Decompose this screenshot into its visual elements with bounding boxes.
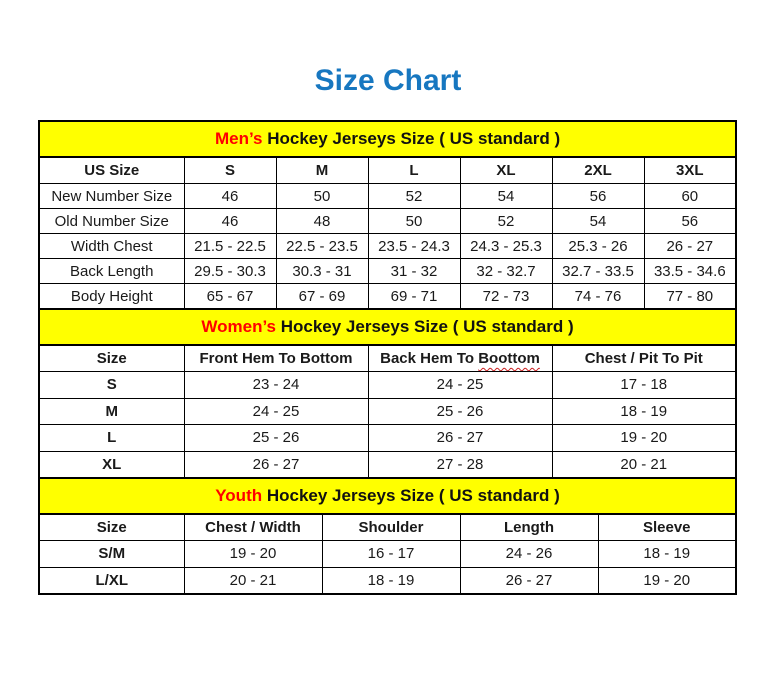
table-cell: 54 bbox=[460, 184, 552, 209]
table-cell: 26 - 27 bbox=[368, 425, 552, 452]
table-cell: 74 - 76 bbox=[552, 284, 644, 310]
table-cell: 27 - 28 bbox=[368, 451, 552, 478]
table-row bbox=[39, 451, 736, 478]
mens-header-cell: US Size bbox=[39, 157, 184, 184]
table-cell: 19 - 20 bbox=[552, 425, 736, 452]
mens-header-cell: M bbox=[276, 157, 368, 184]
table-cell: 18 - 19 bbox=[322, 567, 460, 594]
table-cell: 56 bbox=[644, 209, 736, 234]
table-cell: 65 - 67 bbox=[184, 284, 276, 310]
size-label: L/XL bbox=[39, 567, 184, 594]
size-label: XL bbox=[39, 451, 184, 478]
table-cell: 52 bbox=[460, 209, 552, 234]
mens-header-row bbox=[39, 157, 736, 184]
youth-band-title bbox=[39, 478, 736, 514]
table-cell: 32 - 32.7 bbox=[460, 259, 552, 284]
row-label: Body Height bbox=[39, 284, 184, 310]
table-cell: 31 - 32 bbox=[368, 259, 460, 284]
womens-band-rest: Hockey Jerseys Size ( US standard ) bbox=[276, 317, 574, 336]
table-cell: 21.5 - 22.5 bbox=[184, 234, 276, 259]
womens-size-table bbox=[38, 308, 737, 479]
table-row bbox=[39, 184, 736, 209]
row-label: Old Number Size bbox=[39, 209, 184, 234]
table-cell: 26 - 27 bbox=[184, 451, 368, 478]
table-row bbox=[39, 234, 736, 259]
mens-size-table bbox=[38, 120, 737, 310]
size-label: M bbox=[39, 398, 184, 425]
youth-header-cell: Shoulder bbox=[322, 514, 460, 541]
mens-section-band bbox=[39, 121, 736, 157]
table-cell: 72 - 73 bbox=[460, 284, 552, 310]
table-cell: 46 bbox=[184, 184, 276, 209]
table-cell: 24 - 26 bbox=[460, 541, 598, 568]
womens-header-cell: Front Hem To Bottom bbox=[184, 345, 368, 372]
table-cell: 18 - 19 bbox=[552, 398, 736, 425]
table-row bbox=[39, 398, 736, 425]
youth-header-row bbox=[39, 514, 736, 541]
table-cell: 50 bbox=[368, 209, 460, 234]
size-label: L bbox=[39, 425, 184, 452]
row-label: Width Chest bbox=[39, 234, 184, 259]
table-cell: 18 - 19 bbox=[598, 541, 736, 568]
size-chart-container bbox=[38, 120, 735, 595]
table-cell: 46 bbox=[184, 209, 276, 234]
table-cell: 22.5 - 23.5 bbox=[276, 234, 368, 259]
table-cell: 30.3 - 31 bbox=[276, 259, 368, 284]
table-row bbox=[39, 372, 736, 399]
table-cell: 24 - 25 bbox=[368, 372, 552, 399]
table-cell: 29.5 - 30.3 bbox=[184, 259, 276, 284]
table-cell: 16 - 17 bbox=[322, 541, 460, 568]
table-cell: 25 - 26 bbox=[184, 425, 368, 452]
table-cell: 24.3 - 25.3 bbox=[460, 234, 552, 259]
table-cell: 26 - 27 bbox=[460, 567, 598, 594]
youth-header-cell: Sleeve bbox=[598, 514, 736, 541]
womens-band-title bbox=[39, 309, 736, 345]
table-cell: 20 - 21 bbox=[184, 567, 322, 594]
table-cell: 19 - 20 bbox=[598, 567, 736, 594]
table-cell: 50 bbox=[276, 184, 368, 209]
page-title: Size Chart bbox=[314, 64, 462, 97]
table-cell: 25 - 26 bbox=[368, 398, 552, 425]
table-cell: 77 - 80 bbox=[644, 284, 736, 310]
table-cell: 67 - 69 bbox=[276, 284, 368, 310]
table-cell: 26 - 27 bbox=[644, 234, 736, 259]
table-cell: 25.3 - 26 bbox=[552, 234, 644, 259]
womens-header-back-hem-prefix: Back Hem To bbox=[380, 350, 479, 367]
table-cell: 54 bbox=[552, 209, 644, 234]
womens-header-row bbox=[39, 345, 736, 372]
womens-band-highlight: Women’s bbox=[201, 317, 276, 336]
table-cell: 69 - 71 bbox=[368, 284, 460, 310]
mens-header-cell: XL bbox=[460, 157, 552, 184]
youth-header-cell: Size bbox=[39, 514, 184, 541]
table-cell: 52 bbox=[368, 184, 460, 209]
youth-band-highlight: Youth bbox=[215, 486, 263, 505]
youth-header-cell: Length bbox=[460, 514, 598, 541]
youth-section-band bbox=[39, 478, 736, 514]
womens-header-cell bbox=[368, 345, 552, 372]
table-cell: 24 - 25 bbox=[184, 398, 368, 425]
youth-header-cell: Chest / Width bbox=[184, 514, 322, 541]
row-label: New Number Size bbox=[39, 184, 184, 209]
youth-band-rest: Hockey Jerseys Size ( US standard ) bbox=[262, 486, 560, 505]
size-label: S bbox=[39, 372, 184, 399]
table-cell: 60 bbox=[644, 184, 736, 209]
mens-header-cell: L bbox=[368, 157, 460, 184]
table-cell: 23 - 24 bbox=[184, 372, 368, 399]
table-row bbox=[39, 567, 736, 594]
womens-section-band bbox=[39, 309, 736, 345]
womens-header-misspelled-word: Boottom bbox=[478, 350, 540, 367]
row-label: Back Length bbox=[39, 259, 184, 284]
table-cell: 20 - 21 bbox=[552, 451, 736, 478]
womens-header-cell: Size bbox=[39, 345, 184, 372]
table-row bbox=[39, 259, 736, 284]
table-cell: 33.5 - 34.6 bbox=[644, 259, 736, 284]
womens-header-cell: Chest / Pit To Pit bbox=[552, 345, 736, 372]
table-row bbox=[39, 541, 736, 568]
table-cell: 19 - 20 bbox=[184, 541, 322, 568]
table-cell: 17 - 18 bbox=[552, 372, 736, 399]
table-cell: 56 bbox=[552, 184, 644, 209]
youth-size-table bbox=[38, 477, 737, 595]
table-cell: 48 bbox=[276, 209, 368, 234]
table-row bbox=[39, 425, 736, 452]
mens-header-cell: 3XL bbox=[644, 157, 736, 184]
mens-band-title bbox=[39, 121, 736, 157]
size-label: S/M bbox=[39, 541, 184, 568]
mens-band-highlight: Men’s bbox=[214, 129, 263, 148]
table-cell: 23.5 - 24.3 bbox=[368, 234, 460, 259]
table-cell: 32.7 - 33.5 bbox=[552, 259, 644, 284]
mens-header-cell: 2XL bbox=[552, 157, 644, 184]
table-row bbox=[39, 209, 736, 234]
mens-band-rest: Hockey Jerseys Size ( US standard ) bbox=[262, 129, 561, 148]
mens-header-cell: S bbox=[184, 157, 276, 184]
table-row bbox=[39, 284, 736, 310]
